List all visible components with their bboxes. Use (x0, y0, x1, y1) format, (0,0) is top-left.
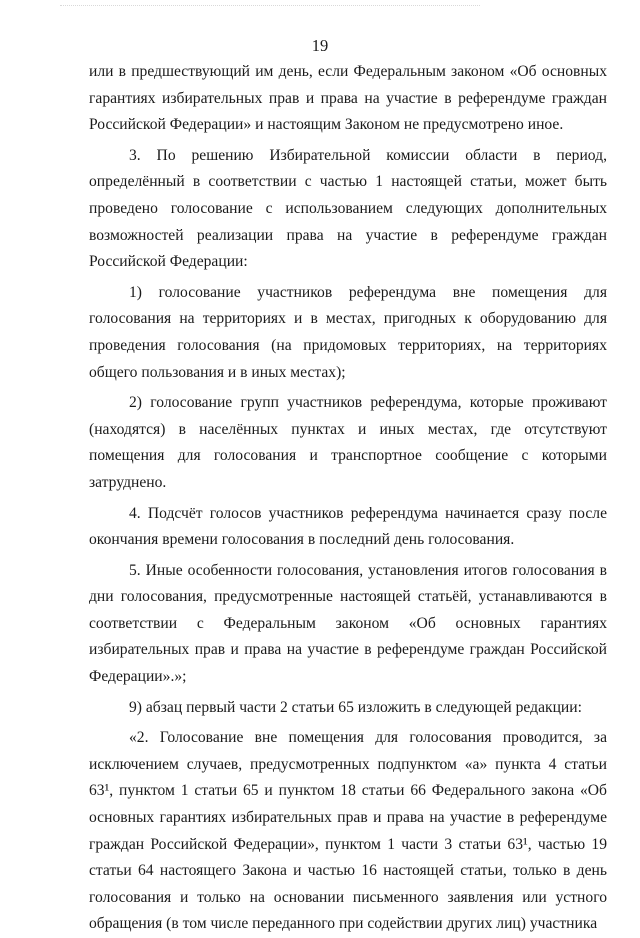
paragraph-item-4: 4. Подсчёт голосов участников референдума начинается сразу после окончания времени голосования в последний день голосования. (89, 504, 607, 549)
paragraph-subitem-2: 2) голосование групп участников референдума, которые проживают (находятся) в населённых пунктах и иных местах, где отсутствуют помещения для голосования и транспортное сообщение с которыми затруднено. (89, 394, 607, 491)
document-body (89, 59, 607, 938)
paragraph-quoted-part-2: «2. Голосование вне помещения для голосования проводится, за исключением случаев, предусмотренных подпунктом «а» пункта 4 статьи 63¹, пунктом 1 статьи 65 и пунктом 18 статьи 66 Федерального закона «Об основных гарантиях избирательных прав и права на участие в референдуме граждан Российской Федерации», пунктом 1 части 3 статьи 63¹, частью 19 статьи 64 настоящего Закона и частью 16 настоящей статьи, только в день голосования и только на основании письменного заявления или устного обращения (в том числе переданного при содействии других лиц) участника (89, 729, 607, 933)
scan-artifact (60, 5, 480, 20)
paragraph-item-5: 5. Иные особенности голосования, установления итогов голосования в дни голосования, предусмотренные настоящей статьёй, устанавливаются в соответствии с Федеральным законом «Об основных гарантиях избирательных прав и права на участие в референдуме граждан Российской Федерации».»; (89, 561, 607, 686)
paragraph-subitem-1: 1) голосование участников референдума вне помещения для голосования на территориях и в местах, пригодных к оборудованию для проведения голосования (на придомовых территориях, на территориях общего пользования и в иных местах); (89, 283, 607, 381)
paragraph-item-3: 3. По решению Избирательной комиссии области в период, определённый в соответствии с частью 1 настоящей статьи, может быть проведено голосование с использованием следующих дополнительных возможностей реализации права на участие в референдуме граждан Российской Федерации: (89, 146, 607, 271)
page-number: 19 (311, 36, 329, 55)
paragraph-amendment-9: 9) абзац первый части 2 статьи 65 изложить в следующей редакции: (129, 698, 582, 716)
paragraph-continuation: или в предшествующий им день, если Федеральным законом «Об основных гарантиях избирательных прав и права на участие в референдуме граждан Российской Федерации» и настоящим Законом не предусмотрено иное. (89, 63, 607, 134)
